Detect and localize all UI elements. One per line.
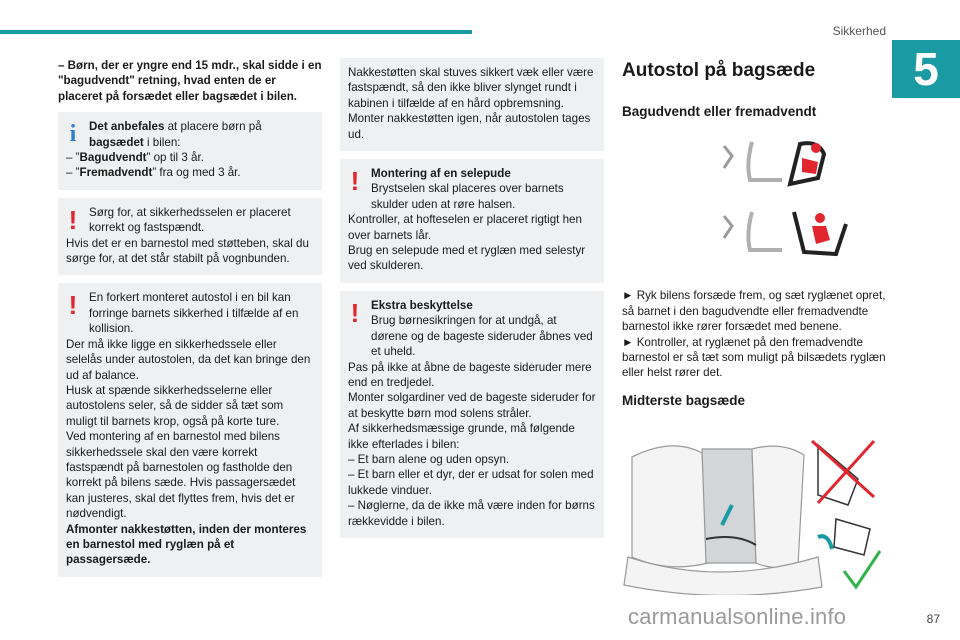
watermark-text: carmanualsonline.info xyxy=(628,604,847,629)
warning-4-p3: Monter solgardiner ved de bageste sideruder for at beskytte børn mod solens stråler. xyxy=(348,391,596,420)
note-box xyxy=(340,58,604,151)
info-bold-2: bagsædet xyxy=(89,135,144,149)
warning-icon: ! xyxy=(350,297,360,328)
warning-box-2 xyxy=(58,283,322,576)
info-dash-4: – ” xyxy=(66,166,80,180)
warning-icon: ! xyxy=(68,290,78,321)
warning-2-bold: Afmonter nakkestøtten, inden der monteres en barnestol med ryglæn på et passagersæde. xyxy=(66,522,307,567)
warning-4-list-3: – Nøglerne, da de ikke må være inden for børns rækkevidde i bilen. xyxy=(348,499,595,528)
warning-1-first: Sørg for, at sikkerhedsselen er placeret korrekt og fastspændt. xyxy=(89,205,291,235)
subheading-2: Midterste bagsæde xyxy=(622,392,746,408)
warning-2-p3: Husk at spænde sikkerhedsselerne eller autostolens seler, så de sidder så tæt som muligt til barnets krop, også på korte ture. xyxy=(66,383,284,428)
middle-seat-illustration xyxy=(622,427,884,595)
seat-rear-facing-icon xyxy=(724,142,824,184)
info-text-1: at placere børn på xyxy=(164,120,262,134)
step-2: ► Kontroller, at ryglænet på den fremadvendte barnestol er så tæt som muligt på bilsædets ryglæn eller helst rører det. xyxy=(622,335,886,380)
page-title: Autostol på bagsæde xyxy=(622,60,816,81)
child-seat-illustration xyxy=(662,134,862,274)
header-accent-bar xyxy=(0,30,472,34)
warning-3-p3: Brug en selepude med et ryglæn med selestyr ved skulderen. xyxy=(348,244,586,273)
warning-4-list-1: – Et barn alene og uden opsyn. xyxy=(348,452,510,466)
column-3 xyxy=(622,58,886,599)
info-box xyxy=(58,112,322,190)
info-text-4: ” fra og med 3 år. xyxy=(152,166,241,180)
intro-paragraph: – Børn, der er yngre end 15 mdr., skal sidde i en "bagudvendt" retning, hvad enten de er placeret på forsædet eller bagsædet i bilen. xyxy=(58,59,322,103)
info-bold-3: Bagudvendt xyxy=(79,151,147,165)
correct-check-icon xyxy=(834,519,880,587)
step-1: ► Ryk bilens forsæde frem, og sæt ryglænet opret, så barnet i den bagudvendte eller fremadvendte barnestol ikke rører forsædet med benene. xyxy=(622,289,886,334)
warning-4-list-2: – Et barn eller et dyr, der er udsat for solen med lukkede vinduer. xyxy=(348,468,594,497)
warning-icon: ! xyxy=(68,204,78,235)
warning-4-p4: Af sikkerhedsmæssige grunde, må følgende ikke efterlades i bilen: xyxy=(348,422,575,451)
warning-3-p2: Kontroller, at hofteselen er placeret rigtigt hen over barnets lår. xyxy=(348,213,582,242)
page-number: 87 xyxy=(926,612,940,626)
info-dash-3: – ” xyxy=(66,151,80,165)
info-bold-1: Det anbefales xyxy=(89,120,165,134)
warning-2-p2: Der må ikke ligge en sikkerhedssele eller selelås under autostolen, da det kan bringe den ud af balance. xyxy=(66,337,311,382)
warning-3-first: Brystselen skal placeres over barnets skulder uden at røre halsen. xyxy=(371,182,564,211)
incorrect-cross-icon xyxy=(812,441,874,505)
column-1 xyxy=(58,58,322,585)
subheading-1: Bagudvendt eller fremadvendt xyxy=(622,104,817,119)
info-bold-4: Fremadvendt xyxy=(79,166,153,180)
warning-4-p2: Pas på ikke at åbne de bageste sideruder mere end en tredjedel. xyxy=(348,360,592,389)
section-title: Sikkerhed xyxy=(832,24,886,38)
warning-icon: ! xyxy=(350,166,360,197)
column-2 xyxy=(340,58,604,546)
warning-box-1 xyxy=(58,198,322,276)
seat-forward-facing-icon xyxy=(724,212,846,254)
warning-4-title: Ekstra beskyttelse xyxy=(371,298,473,312)
warning-4-first: Brug børnesikringen for at undgå, at dørene og de bageste sideruder åbnes ved et uheld. xyxy=(371,314,593,359)
warning-3-title: Montering af en selepude xyxy=(371,167,511,181)
warning-2-p4: Ved montering af en barnestol med bilens sikkerhedssele skal den være korrekt fastspændt på barnestolen og fastholde den korrekt på bilens sæde. Hvis passagersædet kan justeres, skal det flyttes frem, hvis det er nødvendigt. xyxy=(66,430,296,521)
warning-box-4 xyxy=(340,291,604,538)
warning-2-first: En forkert monteret autostol i en bil kan forringe barnets sikkerhed i tilfælde af en kollision. xyxy=(89,291,299,336)
info-text-2: i bilen: xyxy=(143,135,181,149)
chapter-number-badge: 5 xyxy=(892,40,960,98)
note-text: Nakkestøtten skal stuves sikkert væk eller være fastspændt, så den ikke bliver slynget rundt i kabinen i tilfælde af en hård opbremsning. Monter nakkestøtten igen, når autostolen tages ud. xyxy=(348,66,594,141)
warning-box-3 xyxy=(340,159,604,283)
info-icon: i xyxy=(69,121,77,148)
info-text-3: ” op til 3 år. xyxy=(146,151,204,165)
arrow-icon xyxy=(818,536,832,549)
warning-1-rest: Hvis det er en barnestol med støtteben, skal du sørge for, at det står stabilt på vognbunden. xyxy=(66,236,309,266)
